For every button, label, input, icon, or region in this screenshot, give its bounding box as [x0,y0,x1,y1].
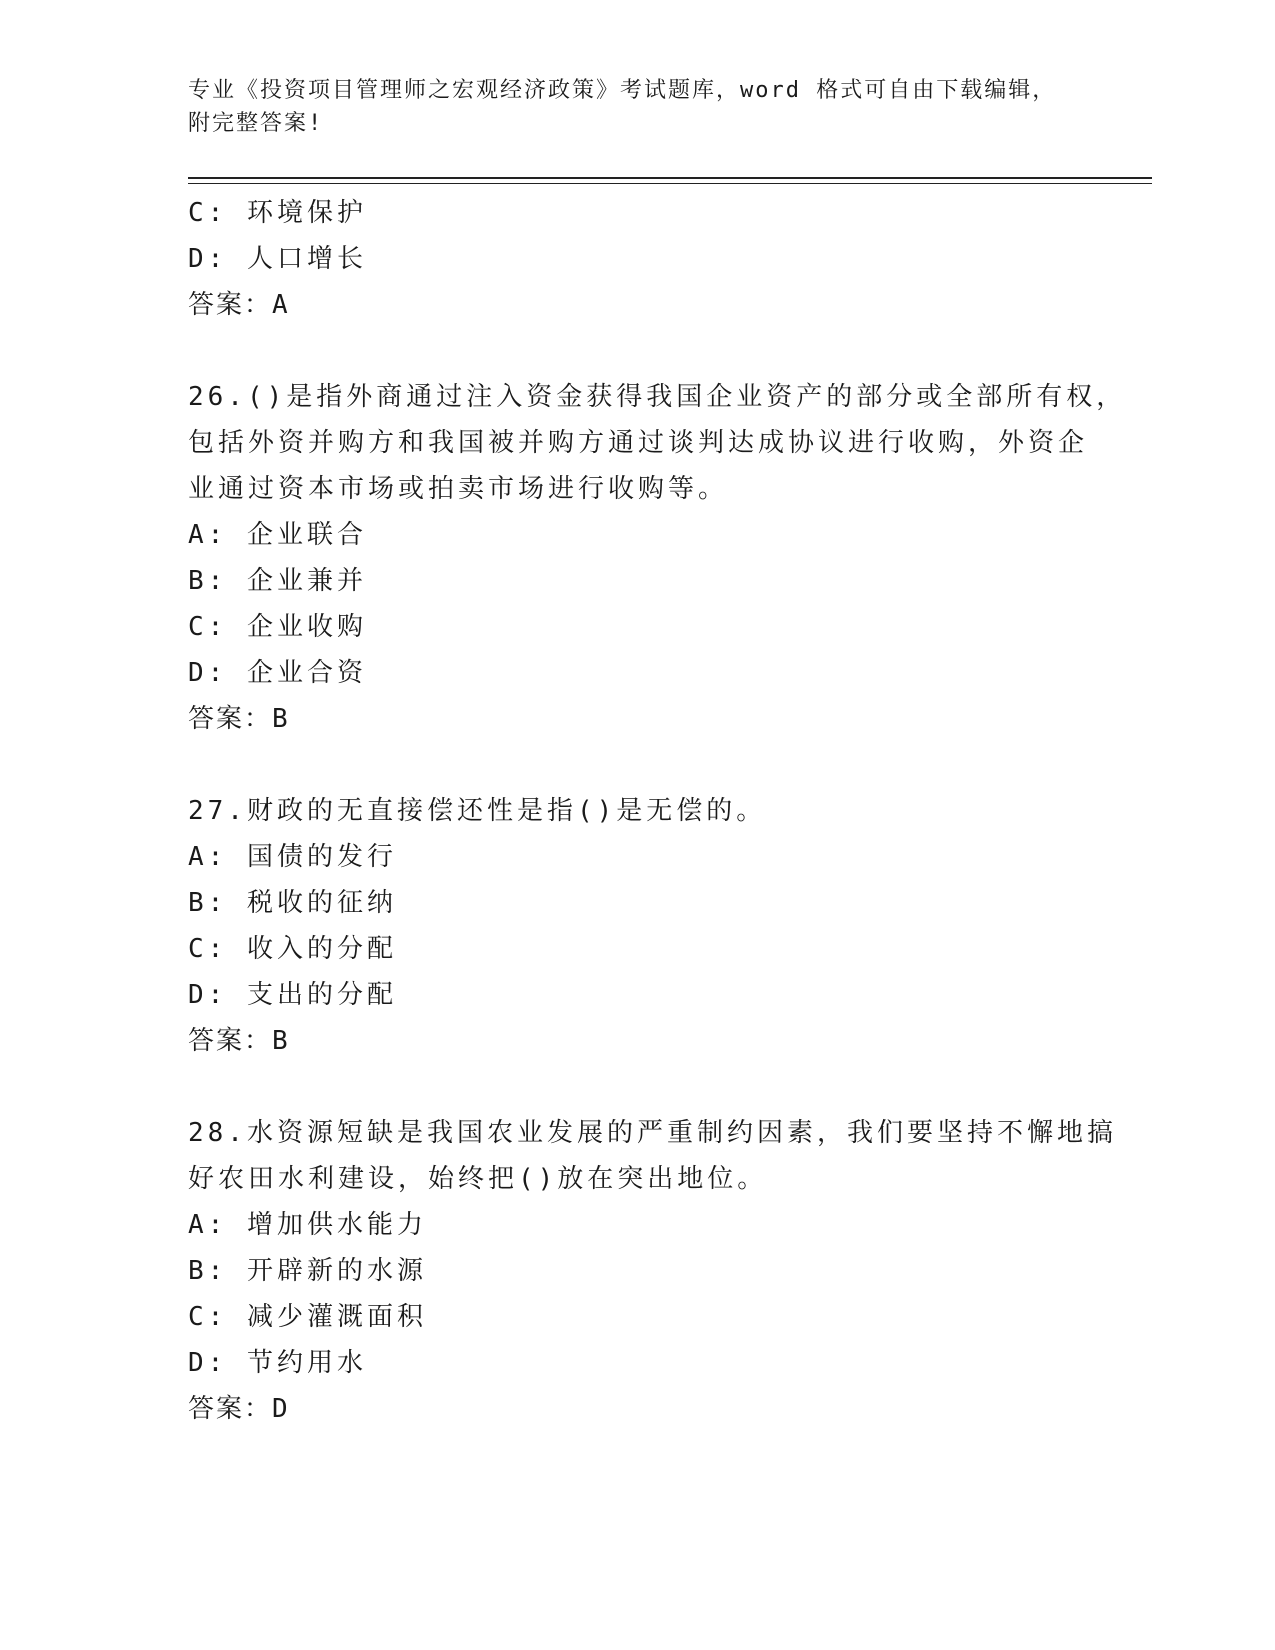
question-25-tail [188,190,1088,328]
option-d: D: 企业合资 [188,658,367,688]
question-27 [188,788,1088,1064]
question-stem [188,374,1127,512]
question-stem [188,1110,1117,1202]
answer-value: A [272,290,290,320]
answer-line [188,282,1088,328]
option-b: B: 税收的征纳 [188,888,397,918]
stem-line: 27.财政的无直接偿还性是指()是无偿的。 [188,796,767,826]
stem-line: 好农田水利建设，始终把()放在突出地位。 [188,1164,768,1194]
stem-line: 28.水资源短缺是我国农业发展的严重制约因素，我们要坚持不懈地搞 [188,1118,1117,1148]
option-b: B: 企业兼并 [188,566,367,596]
answer-label: 答案： [188,1394,273,1424]
question-list [188,190,1127,1432]
header-line-2: 附完整答案! [188,111,324,136]
question-26 [188,374,1127,742]
header-divider-thin [188,183,1152,184]
header-divider-thick [188,177,1152,179]
question-28 [188,1110,1117,1432]
answer-line [188,1386,1088,1432]
option-c: C: 企业收购 [188,612,367,642]
stem-line: 包括外资并购方和我国被并购方通过谈判达成协议进行收购，外资企 [188,428,1089,458]
question-stem [188,788,1088,834]
document-header [188,74,1108,140]
answer-line [188,696,1088,742]
answer-label: 答案： [188,1026,273,1056]
option-c: C: 环境保护 [188,198,367,228]
answer-label: 答案： [188,704,273,734]
stem-line: 业通过资本市场或拍卖市场进行收购等。 [188,474,729,504]
option-a: A: 增加供水能力 [188,1210,427,1240]
option-d: D: 支出的分配 [188,980,397,1010]
option-a: A: 国债的发行 [188,842,397,872]
option-d: D: 节约用水 [188,1348,367,1378]
stem-line: 26.()是指外商通过注入资金获得我国企业资产的部分或全部所有权， [188,382,1127,412]
answer-line [188,1018,1088,1064]
answer-value: B [272,1026,290,1056]
answer-value: B [272,704,290,734]
option-b: B: 开辟新的水源 [188,1256,427,1286]
option-a: A: 企业联合 [188,520,367,550]
answer-value: D [272,1394,290,1424]
option-c: C: 减少灌溉面积 [188,1302,427,1332]
answer-label: 答案： [188,290,273,320]
header-line-1: 专业《投资项目管理师之宏观经济政策》考试题库，word 格式可自由下载编辑， [188,78,1057,103]
option-c: C: 收入的分配 [188,934,397,964]
option-d: D: 人口增长 [188,244,367,274]
